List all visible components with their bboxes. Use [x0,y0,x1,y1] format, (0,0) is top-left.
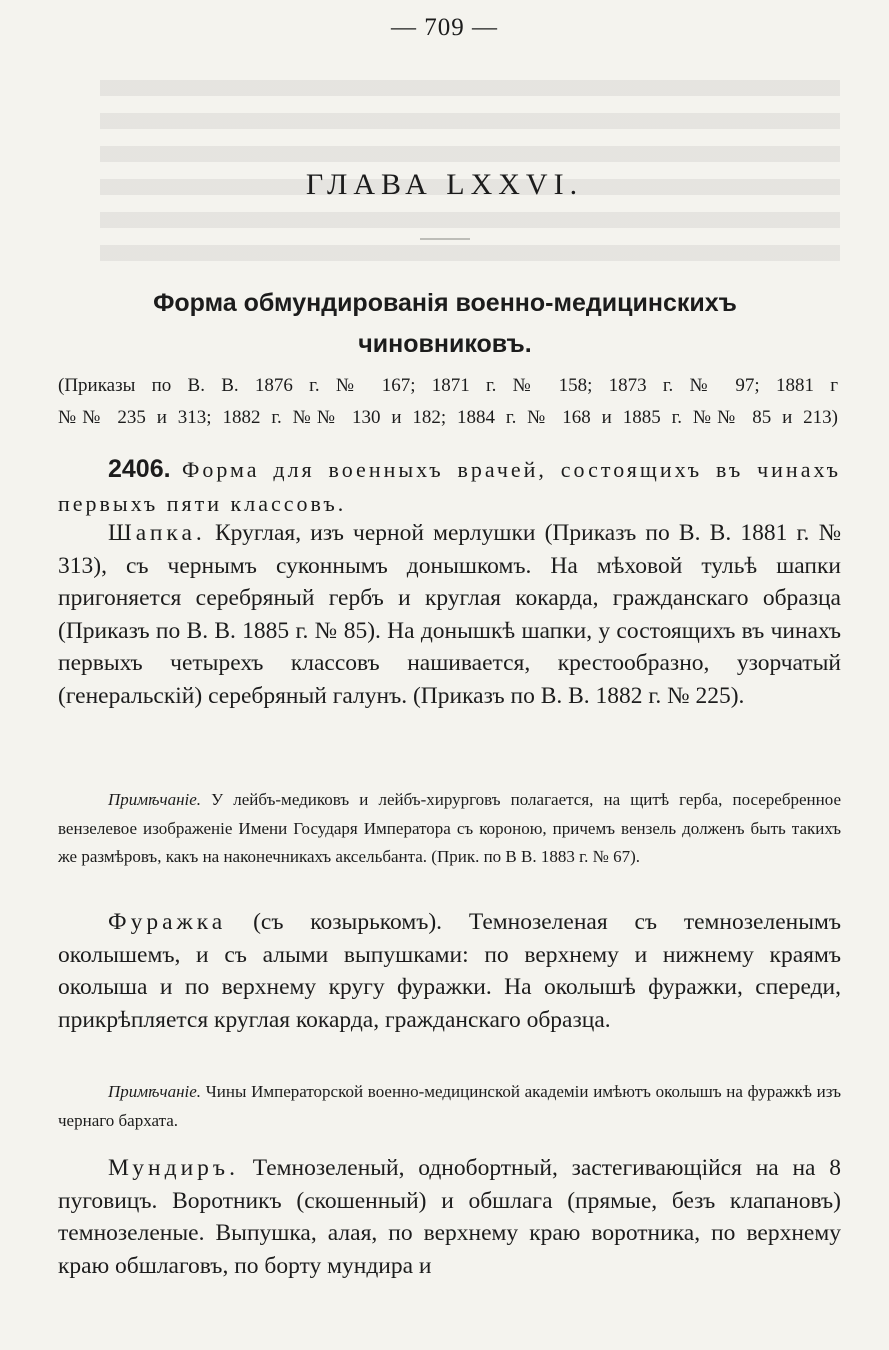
paragraph-text: (съ козырькомъ). Темнозеленая съ темнозеленымъ околышемъ, и съ алыми выпушками: по верхнему и нижнему краямъ околыша и по верхнему кругу фуражки. На околышѣ фуражки, спереди, прикрѣпляется круглая кокарда, гражданскаго образца. [58,909,842,1033]
note-text: У лейбъ-медиковъ и лейбъ-хирурговъ полагается, на щитѣ герба, посеребренное вензелевое изображеніе Имени Государя Императора съ короною, причемъ вензель долженъ быть такихъ же размѣровъ, какъ на наконечникахъ аксельбанта. (Прик. по В В. 1883 г. № 67). [58,790,841,866]
paragraph-label: Мундиръ. [108,1155,239,1181]
page-number: — 709 — [391,14,498,41]
note-label: Примѣчаніе. [108,790,202,809]
paragraph-mundir [58,1152,841,1282]
paragraph-text: Темнозеленый, однобортный, застегивающійся на на 8 пуговицъ. Воротникъ (скошенный) и обшлага (прямые, безъ клапановъ) темнозеленые. Выпушка, алая, по верхнему краю воротника, по верхнему краю обшлаговъ, по борту мундира и [58,1155,841,1279]
title-rule [420,238,470,240]
note-label: Примѣчаніе. [108,1082,202,1101]
chapter-title: ГЛАВА LXXVI. [305,168,584,201]
note-shapka [58,786,841,872]
section-title: Форма обмундированія военно-медицинскихъ чиновниковъ. [153,289,737,358]
paragraph-text: Круглая, изъ черной мерлушки (Приказъ по В. В. 1881 г. № 313), съ чернымъ суконнымъ донышкомъ. На мѣховой тульѣ шапки пригоняется серебряный гербъ и круглая кокарда, гражданскаго образца (Приказъ по В. В. 1885 г. № 85). На донышкѣ шапки, у состоящихъ въ чинахъ первыхъ четырехъ классовъ нашивается, крестообразно, узорчатый (генеральскій) серебряный галунъ. (Приказъ по В. В. 1882 г. № 225). [58,520,841,709]
note-furazhka [58,1078,841,1135]
paragraph-label: Шапка. [108,520,206,546]
orders-reference [58,370,838,434]
note-text: Чины Императорской военно-медицинской академіи имѣютъ околышъ на фуражкѣ изъ чернаго бархата. [58,1082,841,1130]
orders-line-1: (Приказы по В. В. 1876 г. № 167; 1871 г. № 158; 1873 г. № 97; 1881 г [58,375,838,396]
paragraph-shapka [58,517,841,712]
article-heading: Форма для военныхъ врачей, состоящихъ въ чинахъ первыхъ пяти классовъ. [58,457,842,516]
orders-line-2: №№ 235 и 313; 1882 г. №№ 130 и 182; 1884 г. № 168 и 1885 г. №№ 85 и 213) [58,407,838,428]
article-2406-header [58,453,841,521]
article-number: 2406. [108,455,171,483]
paragraph-furazhka [58,906,841,1036]
paragraph-label: Фуражка [108,909,227,935]
